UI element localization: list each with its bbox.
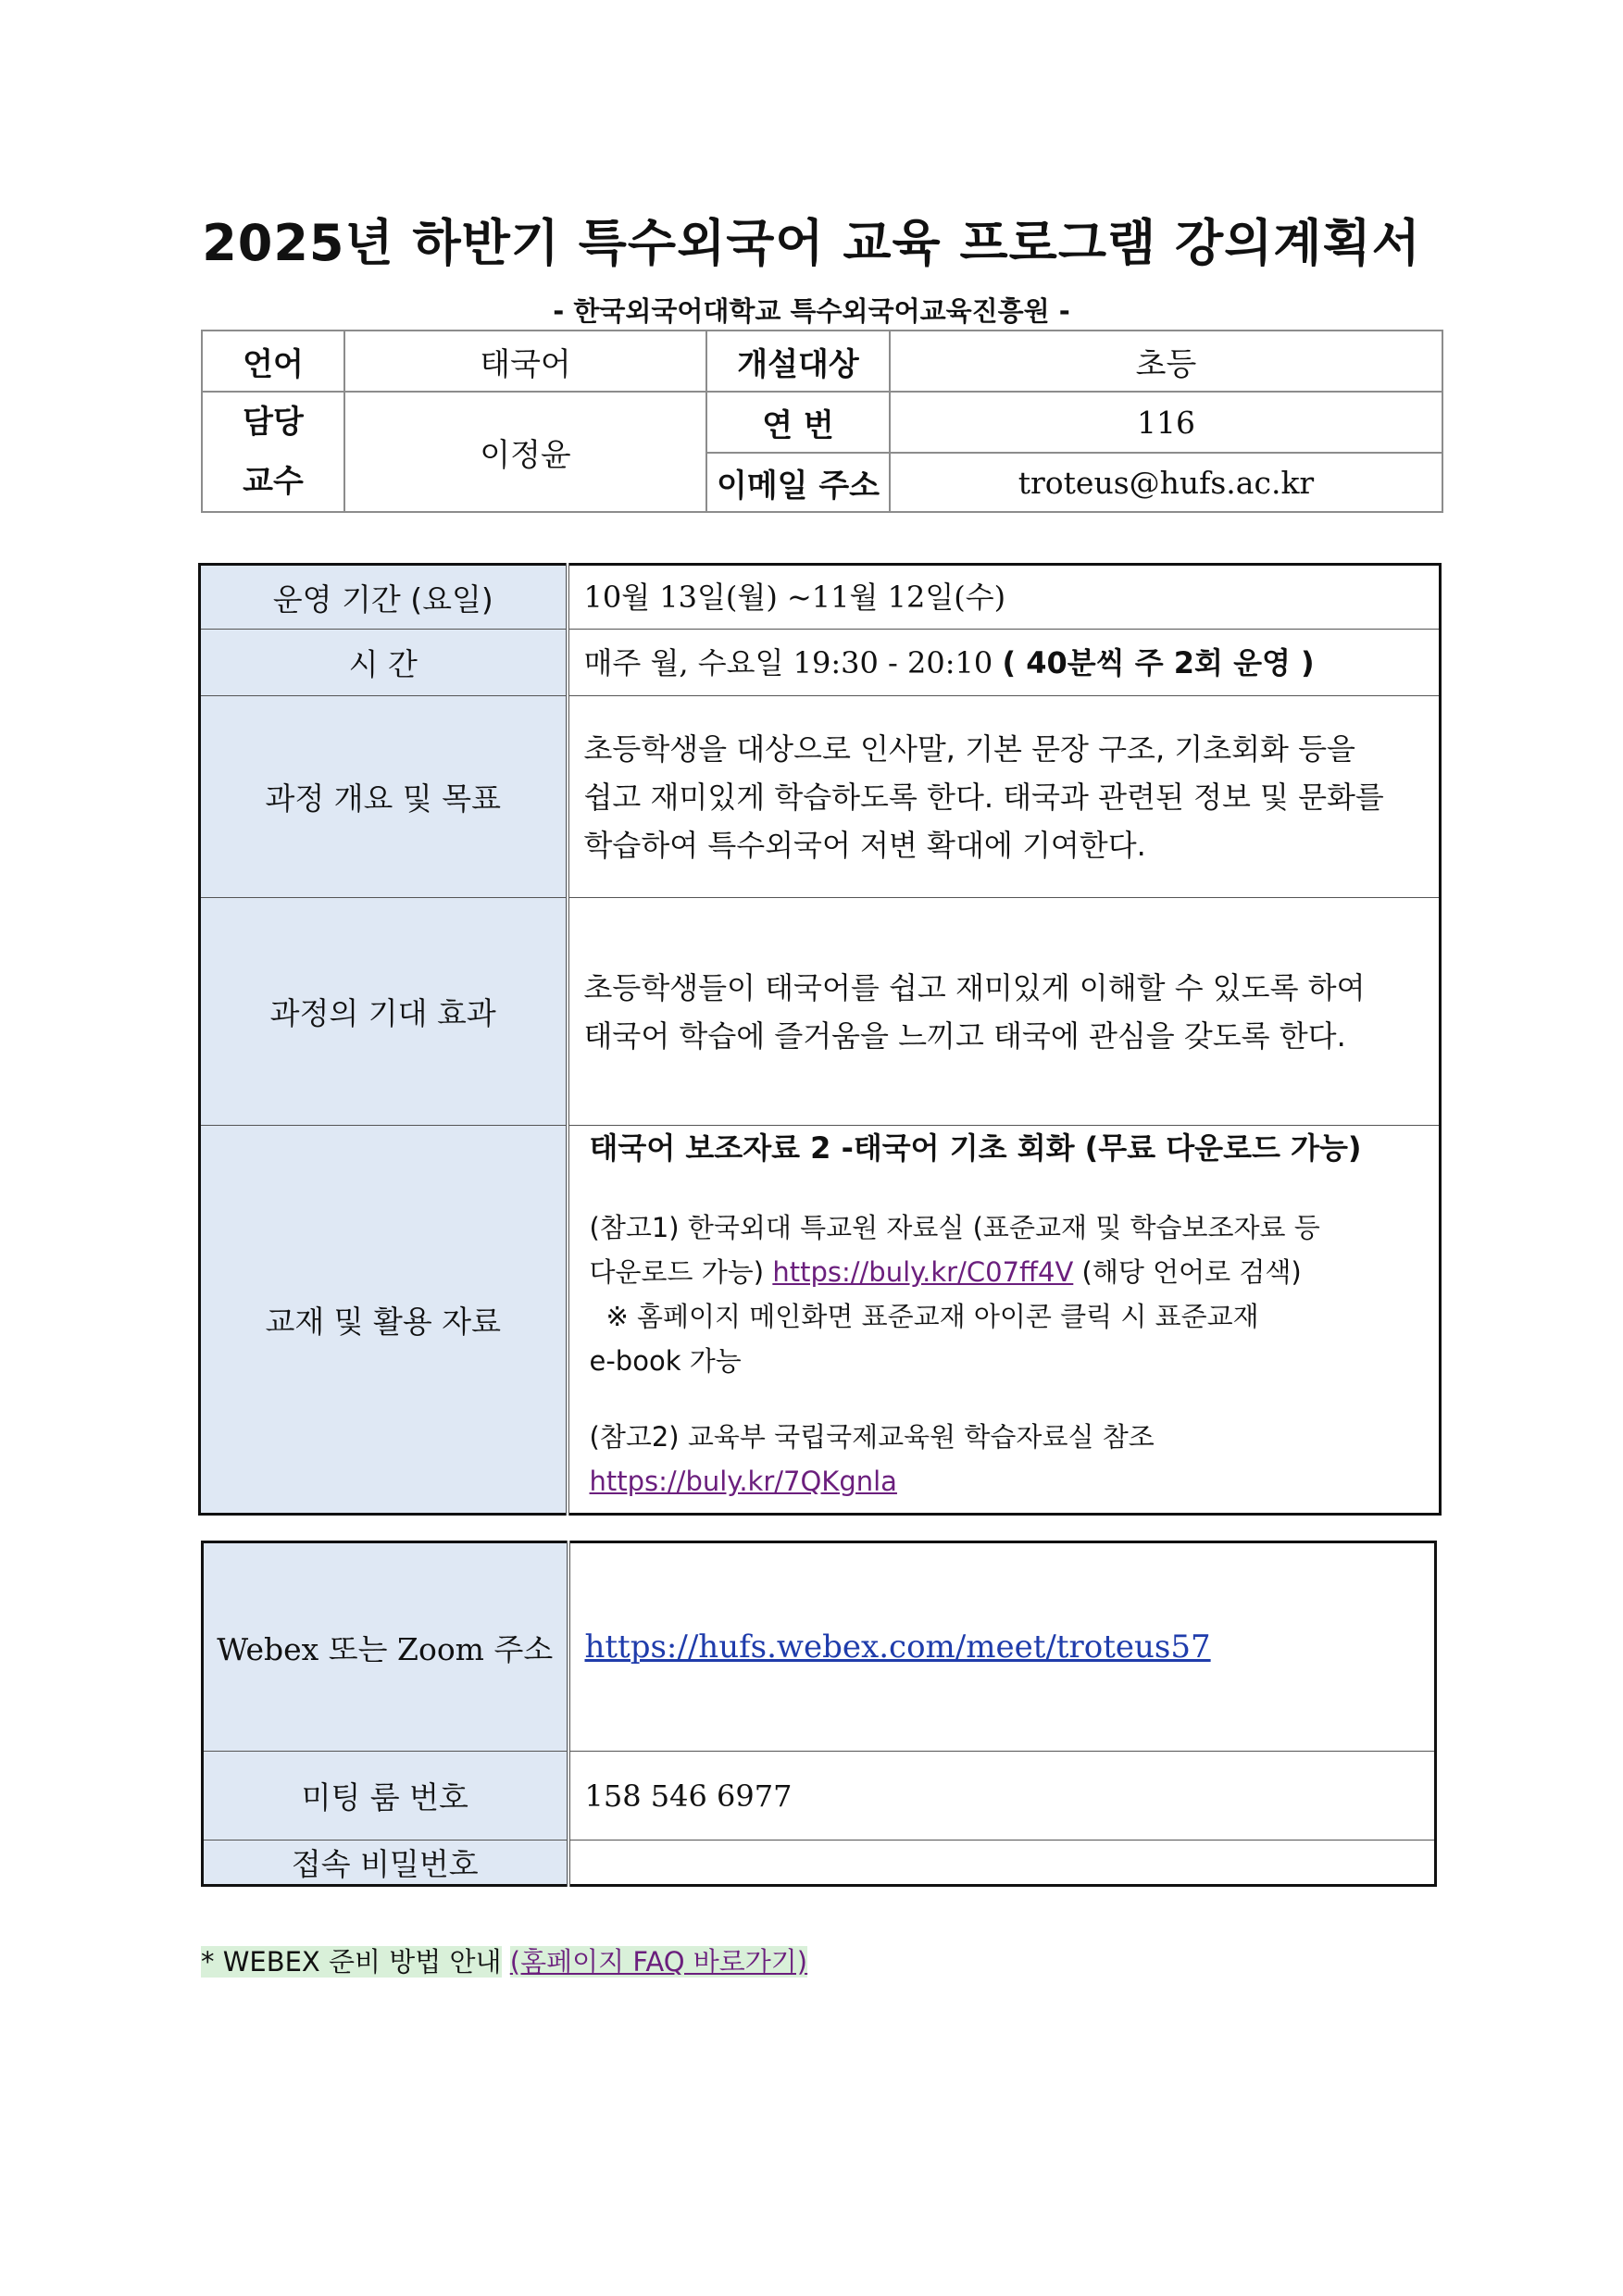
ref1-line1: (참고1) 한국외대 특교원 자료실 (표준교재 및 학습보조자료 등 <box>589 1212 1320 1243</box>
professor-value: 이정윤 <box>344 392 706 512</box>
effect-cell <box>568 898 1441 1126</box>
ref2-link[interactable]: https://buly.kr/7QKgnla <box>589 1466 897 1497</box>
meeting-url-link[interactable]: https://hufs.webex.com/meet/troteus57 <box>584 1628 1211 1666</box>
materials-cell <box>568 1126 1441 1515</box>
number-value: 116 <box>890 392 1442 453</box>
ref1-line2-prefix: 다운로드 가능) <box>589 1256 765 1288</box>
page-subtitle: - 한국외국어대학교 특수외국어교육진흥원 - <box>553 295 1070 327</box>
ref2-line1: (참고2) 교육부 국립국제교육원 학습자료실 참조 <box>589 1421 1155 1453</box>
effect-label: 과정의 기대 효과 <box>200 898 568 1126</box>
email-label: 이메일 주소 <box>706 453 890 512</box>
password-label: 접속 비밀번호 <box>203 1841 568 1886</box>
overview-cell <box>568 696 1441 898</box>
overview-line: 학습하여 특수외국어 저변 확대에 기여한다. <box>583 827 1146 863</box>
ref1-line2-suffix: (해당 언어로 검색) <box>1081 1256 1302 1288</box>
effect-line: 태국어 학습에 즐거움을 느끼고 태국에 관심을 갖도록 한다. <box>583 1017 1346 1054</box>
number-label: 연 번 <box>706 392 890 453</box>
room-label: 미팅 룸 번호 <box>203 1752 568 1841</box>
effect-line: 초등학생들이 태국어를 쉽고 재미있게 이해할 수 있도록 하여 <box>583 969 1366 1005</box>
target-label: 개설대상 <box>706 331 890 392</box>
page-title: 2025년 하반기 특수외국어 교육 프로그램 강의계획서 <box>202 214 1421 272</box>
info-table <box>201 330 1443 513</box>
faq-link[interactable]: (홈페이지 FAQ 바로가기) <box>509 1946 808 1978</box>
meeting-table <box>201 1541 1437 1887</box>
overview-line: 쉽고 재미있게 학습하도록 한다. 태국과 관련된 정보 및 문화를 <box>583 779 1384 815</box>
ref1-link[interactable]: https://buly.kr/C07ff4V <box>772 1256 1074 1288</box>
room-value: 158 546 6977 <box>568 1752 1436 1841</box>
professor-label-line1: 담당 <box>243 404 304 441</box>
professor-label <box>202 392 344 512</box>
materials-label: 교재 및 활용 자료 <box>200 1126 568 1515</box>
time-label: 시 간 <box>200 630 568 696</box>
course-table <box>198 563 1442 1516</box>
period-label: 운영 기간 (요일) <box>200 565 568 630</box>
time-note: ( 40분씩 주 2회 운영 ) <box>1002 644 1315 680</box>
url-label: Webex 또는 Zoom 주소 <box>203 1542 568 1752</box>
url-cell <box>568 1542 1436 1752</box>
email-value: troteus@hufs.ac.kr <box>890 453 1442 512</box>
time-cell <box>568 630 1441 696</box>
ref1-note-line1: ※ 홈페이지 메인화면 표준교재 아이콘 클릭 시 표준교재 <box>606 1301 1259 1332</box>
ref1-note-line2: e-book 가능 <box>589 1345 742 1377</box>
materials-title: 태국어 보조자료 2 -태국어 기초 회화 (무료 다운로드 가능) <box>589 1130 1362 1166</box>
footnote <box>201 1941 807 1979</box>
period-value: 10월 13일(월) ~11월 12일(수) <box>568 565 1441 630</box>
target-value: 초등 <box>890 331 1442 392</box>
ref1-line2 <box>590 1250 1440 1294</box>
professor-label-line2: 교수 <box>243 463 304 500</box>
overview-label: 과정 개요 및 목표 <box>200 696 568 898</box>
time-value: 매주 월, 수요일 19:30 - 20:10 <box>583 644 993 680</box>
language-value: 태국어 <box>344 331 706 392</box>
overview-line: 초등학생을 대상으로 인사말, 기본 문장 구조, 기초회화 등을 <box>583 730 1355 767</box>
password-value <box>568 1841 1436 1886</box>
footnote-text: * WEBEX 준비 방법 안내 <box>201 1946 502 1978</box>
language-label: 언어 <box>202 331 344 392</box>
